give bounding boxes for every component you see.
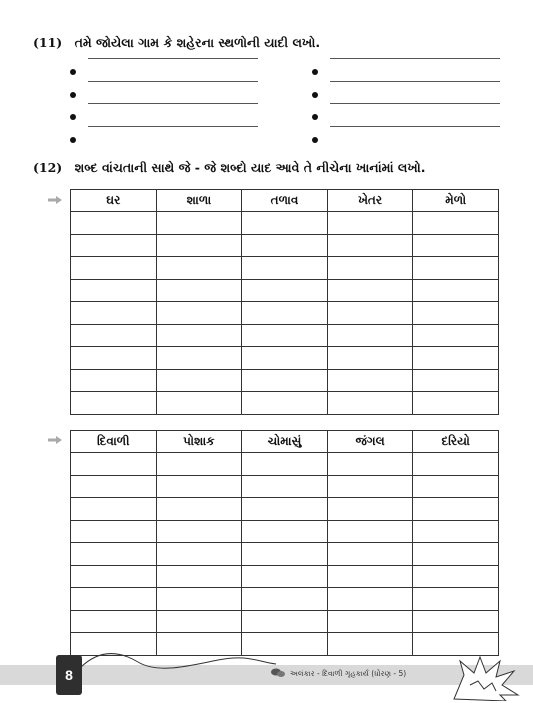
answer-cell[interactable]	[156, 543, 242, 566]
answer-cell[interactable]	[156, 212, 242, 235]
answer-cell[interactable]	[327, 324, 413, 347]
answer-cell[interactable]	[71, 520, 157, 543]
answer-cell[interactable]	[242, 453, 328, 476]
answer-cell[interactable]	[327, 588, 413, 611]
answer-cell[interactable]	[71, 588, 157, 611]
table-row	[71, 257, 499, 280]
question-text: શબ્દ વાંચતાની સાથે જે - જે શબ્દો યાદ આવે તે નીચેના ખાનાંમાં લખો.	[74, 160, 426, 175]
bullet-icon	[312, 137, 318, 143]
bullet-icon	[70, 114, 76, 120]
answer-cell[interactable]	[156, 324, 242, 347]
answer-cell[interactable]	[413, 279, 499, 302]
answer-cell[interactable]	[327, 234, 413, 257]
answer-cell[interactable]	[327, 392, 413, 415]
answer-cell[interactable]	[327, 257, 413, 280]
answer-cell[interactable]	[327, 279, 413, 302]
answer-cell[interactable]	[413, 302, 499, 325]
answer-cell[interactable]	[327, 453, 413, 476]
answer-cell[interactable]	[242, 475, 328, 498]
answer-cell[interactable]	[242, 498, 328, 521]
table-row	[71, 324, 499, 347]
answer-cell[interactable]	[242, 212, 328, 235]
bullet-icon	[70, 69, 76, 75]
answer-cell[interactable]	[71, 543, 157, 566]
table-header: મેળો	[413, 190, 499, 212]
answer-cell[interactable]	[413, 234, 499, 257]
answer-line[interactable]	[312, 130, 500, 153]
answer-cell[interactable]	[242, 565, 328, 588]
answer-cell[interactable]	[156, 453, 242, 476]
table-header: ચોમાસું	[242, 431, 328, 453]
table-row	[71, 588, 499, 611]
table-row	[71, 392, 499, 415]
answer-cell[interactable]	[327, 633, 413, 656]
chat-bubbles-icon	[271, 668, 285, 678]
arrow-right-icon	[48, 196, 62, 204]
answer-cell[interactable]	[156, 475, 242, 498]
answer-cell[interactable]	[413, 610, 499, 633]
answer-cell[interactable]	[156, 520, 242, 543]
answer-cell[interactable]	[413, 475, 499, 498]
answer-cell[interactable]	[242, 347, 328, 370]
answer-cell[interactable]	[327, 565, 413, 588]
bullet-icon	[70, 92, 76, 98]
table-header: પોશાક	[156, 431, 242, 453]
answer-cell[interactable]	[71, 453, 157, 476]
answer-cell[interactable]	[242, 543, 328, 566]
answer-cell[interactable]	[327, 543, 413, 566]
arrow-right-icon	[48, 436, 62, 444]
answer-cell[interactable]	[71, 369, 157, 392]
answer-cell[interactable]	[71, 392, 157, 415]
answer-cell[interactable]	[71, 475, 157, 498]
answer-cell[interactable]	[242, 392, 328, 415]
table-row	[71, 565, 499, 588]
answer-cell[interactable]	[413, 543, 499, 566]
answer-cell[interactable]	[156, 565, 242, 588]
table-row	[71, 453, 499, 476]
answer-cell[interactable]	[327, 347, 413, 370]
answer-cell[interactable]	[242, 588, 328, 611]
bullet-icon	[312, 114, 318, 120]
bullet-icon	[312, 92, 318, 98]
answer-cell[interactable]	[242, 324, 328, 347]
answer-cell[interactable]	[327, 212, 413, 235]
answer-cell[interactable]	[71, 347, 157, 370]
answer-cell[interactable]	[156, 347, 242, 370]
answer-cell[interactable]	[327, 475, 413, 498]
table-row	[71, 610, 499, 633]
table-header-row	[71, 431, 499, 453]
table-header: તળાવ	[242, 190, 328, 212]
answer-cell[interactable]	[156, 588, 242, 611]
answer-cell[interactable]	[71, 324, 157, 347]
answer-cell[interactable]	[71, 234, 157, 257]
answer-list-right	[312, 62, 500, 152]
answer-cell[interactable]	[413, 324, 499, 347]
answer-cell[interactable]	[413, 392, 499, 415]
answer-cell[interactable]	[327, 498, 413, 521]
table-row	[71, 543, 499, 566]
answer-cell[interactable]	[327, 610, 413, 633]
answer-cell[interactable]	[156, 302, 242, 325]
table-row	[71, 369, 499, 392]
answer-cell[interactable]	[413, 520, 499, 543]
table-row	[71, 212, 499, 235]
answer-cell[interactable]	[71, 279, 157, 302]
word-table-2	[70, 430, 499, 656]
answer-cell[interactable]	[71, 565, 157, 588]
table-row	[71, 279, 499, 302]
answer-cell[interactable]	[71, 257, 157, 280]
answer-line[interactable]	[70, 130, 258, 153]
table-row	[71, 520, 499, 543]
answer-cell[interactable]	[327, 302, 413, 325]
question-11	[33, 35, 320, 51]
page-number: 8	[56, 655, 82, 695]
answer-cell[interactable]	[413, 498, 499, 521]
answer-cell[interactable]	[242, 369, 328, 392]
answer-cell[interactable]	[413, 633, 499, 656]
answer-cell[interactable]	[156, 279, 242, 302]
table-header: શાળા	[156, 190, 242, 212]
table-header: જંગલ	[327, 431, 413, 453]
question-number: (11)	[33, 35, 63, 50]
bullet-icon	[312, 69, 318, 75]
firecracker-wire-icon	[78, 648, 278, 670]
table-header: ખેતર	[327, 190, 413, 212]
answer-cell[interactable]	[71, 610, 157, 633]
word-table-1	[70, 189, 499, 415]
bullet-icon	[70, 137, 76, 143]
answer-cell[interactable]	[413, 369, 499, 392]
answer-list-left	[70, 62, 258, 152]
question-12	[33, 160, 426, 176]
answer-cell[interactable]	[156, 234, 242, 257]
question-text: તમે જોયેલા ગામ કે શહેરના સ્થળોની યાદી લખો.	[74, 35, 321, 50]
answer-cell[interactable]	[242, 302, 328, 325]
answer-cell[interactable]	[242, 279, 328, 302]
answer-cell[interactable]	[327, 369, 413, 392]
table-row	[71, 498, 499, 521]
answer-cell[interactable]	[71, 302, 157, 325]
answer-cell[interactable]	[413, 212, 499, 235]
answer-cell[interactable]	[242, 610, 328, 633]
question-number: (12)	[33, 160, 63, 175]
answer-cell[interactable]	[413, 347, 499, 370]
answer-cell[interactable]	[71, 498, 157, 521]
answer-cell[interactable]	[156, 257, 242, 280]
answer-cell[interactable]	[413, 453, 499, 476]
burst-decoration-icon	[450, 655, 520, 701]
answer-cell[interactable]	[156, 392, 242, 415]
answer-cell[interactable]	[327, 520, 413, 543]
answer-cell[interactable]	[242, 234, 328, 257]
answer-cell[interactable]	[156, 369, 242, 392]
table-header: દરિયો	[413, 431, 499, 453]
footer-title: અલંકાર - દિવાળી ગૃહકાર્ય (ધોરણ - 5)	[290, 669, 407, 678]
table-header: દિવાળી	[71, 431, 157, 453]
answer-cell[interactable]	[156, 610, 242, 633]
answer-cell[interactable]	[413, 565, 499, 588]
answer-cell[interactable]	[71, 212, 157, 235]
table-row	[71, 347, 499, 370]
answer-cell[interactable]	[242, 520, 328, 543]
answer-cell[interactable]	[242, 257, 328, 280]
table-header-row	[71, 190, 499, 212]
answer-cell[interactable]	[156, 498, 242, 521]
answer-cell[interactable]	[413, 257, 499, 280]
table-row	[71, 475, 499, 498]
table-row	[71, 302, 499, 325]
table-row	[71, 234, 499, 257]
table-header: ઘર	[71, 190, 157, 212]
answer-cell[interactable]	[413, 588, 499, 611]
